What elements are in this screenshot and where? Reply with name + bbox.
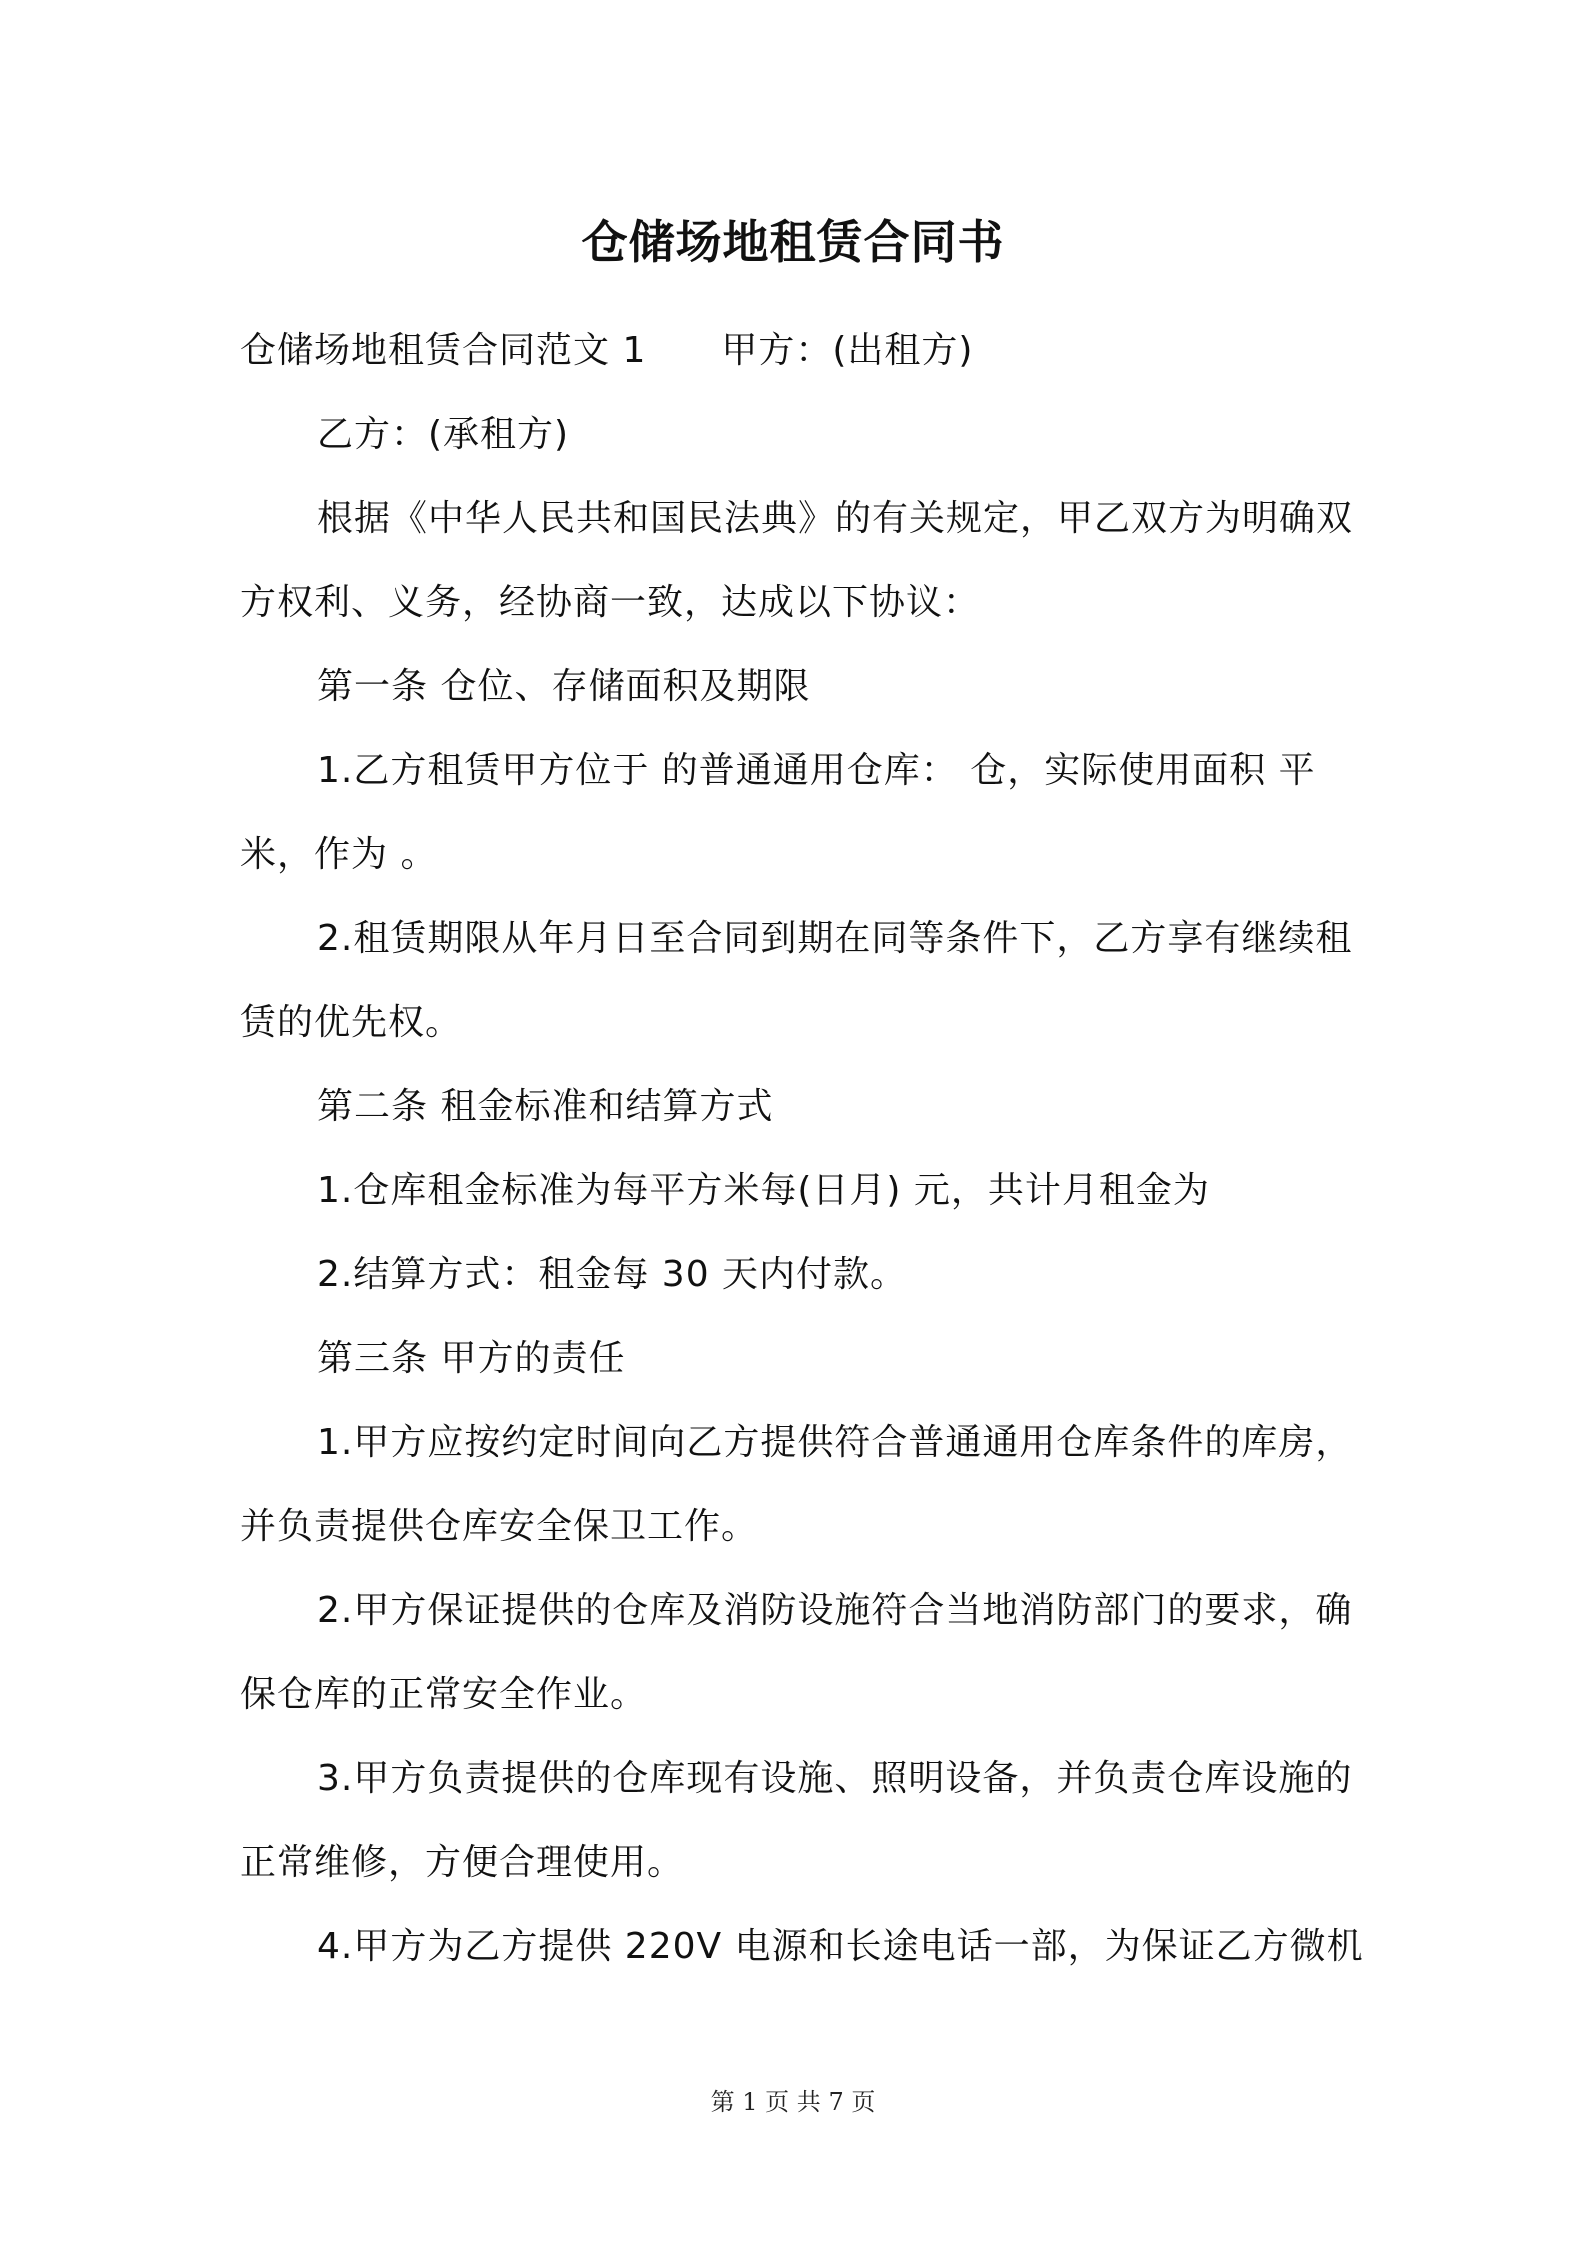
paragraph-line: 4.甲方为乙方提供 220V 电源和长途电话一部，为保证乙方微机: [317, 1926, 1364, 1967]
paragraph-line: 2.甲方保证提供的仓库及消防设施符合当地消防部门的要求，确: [317, 1590, 1353, 1631]
article-heading: 第二条 租金标准和结算方式: [317, 1086, 774, 1127]
paragraph-line: 2.租赁期限从年月日至合同到期在同等条件下，乙方享有继续租: [317, 918, 1353, 959]
intro-line: [240, 326, 1360, 376]
paragraph-line: 保仓库的正常安全作业。: [240, 1674, 648, 1715]
paragraph-line: 赁的优先权。: [240, 1002, 463, 1043]
paragraph-line: 并负责提供仓库安全保卫工作。: [240, 1506, 759, 1547]
paragraph-line: 2.结算方式：租金每 30 天内付款。: [317, 1254, 908, 1295]
article-heading: 第一条 仓位、存储面积及期限: [317, 666, 811, 707]
document-title: 仓储场地租赁合同书: [581, 215, 1005, 269]
party-b-line: 乙方：(承租方): [317, 414, 570, 455]
paragraph-line: 1.仓库租金标准为每平方米每(日月) 元，共计月租金为: [317, 1170, 1210, 1211]
paragraph-line: 方权利、义务，经协商一致，达成以下协议：: [240, 582, 981, 623]
paragraph-line: 3.甲方负责提供的仓库现有设施、照明设备，并负责仓库设施的: [317, 1758, 1353, 1799]
contract-sample-label: 仓储场地租赁合同范文 1: [240, 330, 647, 371]
paragraph-line: 米，作为 。: [240, 834, 438, 875]
paragraph-line: 1.甲方应按约定时间向乙方提供符合普通通用仓库条件的库房，: [317, 1422, 1353, 1463]
page-number: 第 1 页 共 7 页: [710, 2088, 876, 2116]
paragraph-line: 根据《中华人民共和国民法典》的有关规定，甲乙双方为明确双: [317, 498, 1354, 539]
paragraph-line: 正常维修，方便合理使用。: [240, 1842, 685, 1883]
party-a-label: 甲方：(出租方): [721, 330, 974, 371]
article-heading: 第三条 甲方的责任: [317, 1338, 626, 1379]
paragraph-line: 1.乙方租赁甲方位于 的普通通用仓库： 仓，实际使用面积 平: [317, 750, 1316, 791]
